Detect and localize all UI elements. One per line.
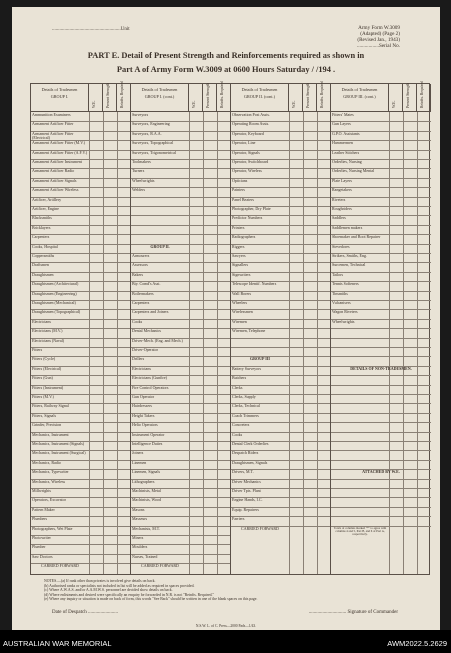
- reinf-header: [417, 81, 431, 111]
- row-label: Despatch Riders: [232, 451, 259, 456]
- row-label: Linemen, Signals: [132, 470, 160, 475]
- row-label: Intelligence Duties: [132, 442, 163, 446]
- row-label: Machinists, Wood: [132, 498, 161, 503]
- row-label: Draughtsmen: [32, 272, 54, 277]
- form-page: [12, 7, 440, 630]
- reinf-header: [217, 81, 231, 111]
- row-label: [332, 357, 388, 365]
- row-label: Armament Artificer Radio: [32, 169, 75, 174]
- row-label: Surveyors: [132, 113, 149, 117]
- row-label: Instrument Operator: [132, 432, 165, 437]
- row-label: Clerks, Supply: [232, 395, 256, 399]
- row-label: Clerks: [232, 385, 243, 390]
- row-label: Surveyors, Engineering: [132, 122, 170, 127]
- row-label: Armament Artificer Wireless: [32, 188, 79, 193]
- group-column: [31, 81, 131, 574]
- row-label: [332, 423, 388, 431]
- row-label: Armament Artificer Instrument: [32, 160, 82, 164]
- row-label: Surcemen, Technical: [332, 263, 366, 268]
- group-header: [131, 81, 230, 112]
- group-header: [31, 81, 130, 112]
- footer-accession: AWM2022.5.2629: [387, 639, 447, 648]
- group-title: GROUP I. (cont.): [144, 94, 175, 99]
- row-label: Mechanics, Wireless: [32, 479, 66, 484]
- present-header: [403, 84, 417, 111]
- row-label: [332, 339, 388, 347]
- row-label: Wiremen, Telephone: [232, 329, 266, 334]
- row-label: [132, 235, 188, 243]
- row-label: Plumbers: [32, 517, 48, 522]
- row-label: Joiners: [132, 451, 144, 456]
- we-header: [89, 84, 103, 111]
- row-label: Millwrights: [32, 489, 51, 493]
- row-label: GROUP III: [250, 357, 270, 362]
- row-label: Saddlemen makers: [332, 225, 363, 230]
- row-label: Bricklayers: [32, 225, 51, 230]
- row-label: Driver-Operator: [132, 348, 158, 352]
- row-label: Surveyors, Trigonometrical: [132, 150, 176, 155]
- row-label: Drillers: [132, 357, 145, 362]
- carried-forward-row: [31, 563, 130, 577]
- row-label: [332, 461, 388, 469]
- row-label: Operator, Line: [232, 141, 256, 146]
- details-label: Details of Tradesmen: [241, 87, 278, 92]
- row-label: [132, 198, 188, 206]
- row-label: Strikers, Smiths, Eng.: [332, 254, 368, 258]
- carried-forward-row: [331, 526, 431, 540]
- row-label: Operating Room Assts.: [232, 122, 270, 127]
- carried-forward-label: CARRIED FORWARD: [141, 564, 179, 569]
- reinf-label: Reinfts. Required: [320, 81, 324, 108]
- row-label: Cooks: [232, 432, 243, 437]
- row-label: Surveyors, R.A.A.: [132, 131, 162, 136]
- signature-of-commander: .............................. Signature of Commander: [308, 610, 398, 615]
- row-label: [332, 329, 388, 337]
- row-label: Rangetakers: [332, 188, 352, 193]
- unit-label: Unit: [120, 27, 130, 32]
- row-label: Wirelessmen: [232, 310, 253, 315]
- row-label: Fitters (M.V.): [32, 395, 54, 399]
- row-label: Fitters, Railway Signal: [32, 404, 69, 409]
- row-label: Electricians: [32, 319, 51, 324]
- we-header: [389, 84, 403, 111]
- row-label: Mechanics, Instrument: [32, 432, 69, 437]
- notes-block: [44, 579, 424, 602]
- row-label: Armament Artificer Fitter (A.F.V.): [32, 150, 88, 155]
- row-label: Driver-Mech. (Eng. and Mech.): [132, 338, 183, 343]
- row-label: Draughtsmen (Engineering): [32, 291, 77, 296]
- we-header: [289, 84, 303, 111]
- row-label: [332, 395, 388, 403]
- details-header: [131, 84, 189, 111]
- row-label: G.P.O. Assistants: [332, 131, 360, 136]
- strength-table: [30, 83, 430, 575]
- row-label: Grinder, Precision: [32, 423, 62, 428]
- row-label: Operators, Excavator: [32, 498, 66, 503]
- row-label: Machinists, Metal: [132, 489, 161, 493]
- row-label: ATTACHED BY W.E.: [362, 470, 400, 475]
- row-label: Opticians: [232, 178, 248, 183]
- note-line: (b) Authorised ranks or specialists not included in list will be added as required in spaces provided.: [44, 583, 195, 588]
- row-label: Concreters: [232, 423, 250, 428]
- present-label: Present Strength: [106, 83, 110, 108]
- group-rows: [231, 112, 330, 574]
- row-label: Linemen: [132, 460, 147, 465]
- row-label: Driver Mechanics: [232, 479, 261, 484]
- row-label: Bty. Comd's Asst.: [132, 282, 161, 287]
- row-label: Draughtsmen (Topographical): [32, 310, 81, 315]
- row-label: Fitters, Signals: [32, 413, 57, 418]
- row-label: Armament Artificer Signals: [32, 178, 77, 183]
- row-label: Orderlies, Nursing: [332, 160, 362, 164]
- row-label: Vulcanisers: [332, 301, 351, 305]
- printer-imprint: N.S.W. L. of C. Press—2000 Pads—1/43.: [195, 624, 257, 628]
- row-label: Armament Artificer Fitter: [32, 122, 74, 127]
- row-label: [332, 433, 388, 441]
- row-label: Saddlers: [332, 216, 346, 221]
- group-column: [131, 81, 231, 574]
- row-label: [332, 489, 388, 497]
- row-label: Coppersmiths: [32, 254, 55, 258]
- row-label: Hammermen: [332, 141, 353, 146]
- row-label: Surveyors, Topographical: [132, 141, 174, 146]
- row-label: Dental Mechanics: [132, 329, 161, 334]
- reinf-header: [117, 81, 131, 111]
- row-label: Blacksmiths: [32, 216, 52, 221]
- group-column: [231, 81, 331, 574]
- row-label: Fitters (Electrical): [32, 366, 62, 371]
- row-label: Leather Stitchers: [332, 150, 360, 155]
- row-label: Draughtsmen (Architectural): [32, 282, 79, 287]
- row-label: Operator, Switchboard: [232, 160, 269, 164]
- row-label: Wheelwrights: [132, 178, 155, 183]
- row-label: [132, 226, 188, 234]
- row-label: Artificer, Artillery: [32, 197, 62, 202]
- note-line: (c) Where A.W.A.S. and/or A.A.M.W.S. personnel are decided show details on back.: [44, 588, 173, 593]
- army-form-info: [357, 25, 400, 49]
- row-label: Butchers: [232, 376, 247, 381]
- row-label: Predictor Numbers: [232, 216, 263, 221]
- row-label: [332, 376, 388, 384]
- form-title-line2: Part A of Army Form W.3009 at 0600 Hours Saturday / /194 .: [116, 65, 336, 74]
- details-label: Details of Tradesmen: [141, 87, 178, 92]
- row-label: Roughriders: [332, 207, 352, 211]
- row-label: [332, 451, 388, 459]
- row-label: Carpenters: [132, 301, 150, 305]
- row-label: Armament Artificer Fitter (M.V.): [32, 141, 85, 146]
- date-of-despatch: Date of Despatch ........................: [52, 610, 118, 615]
- row-label: Tinsmiths: [332, 291, 348, 296]
- row-label: DETAILS OF NON-TRADESMEN.: [350, 366, 412, 371]
- row-label: Wall Borers: [232, 291, 252, 296]
- form-title-line1: PART E. Detail of Present Strength and Reinforcements required as shown in: [87, 51, 365, 60]
- row-label: Tennis Softeners: [332, 282, 359, 287]
- row-label: Sawyers: [232, 254, 246, 258]
- row-label: Signallers: [232, 263, 248, 268]
- row-label: Mechanics, Instrument (Surgical): [32, 451, 86, 456]
- row-label: Fitters (Cycle): [32, 357, 56, 362]
- row-label: Lithographers: [132, 479, 155, 484]
- reinf-label: Reinfts. Required: [120, 81, 124, 108]
- details-label: Details of Tradesmen: [41, 87, 78, 92]
- row-label: Pattern Maker: [32, 507, 55, 512]
- row-label: Stevedores: [332, 244, 350, 249]
- row-label: [232, 348, 288, 356]
- row-label: Mechanics, Radio: [32, 460, 61, 465]
- row-label: Miners: [132, 536, 144, 540]
- carried-forward-row: [131, 563, 230, 577]
- row-label: Clerks, Technical: [232, 404, 260, 409]
- group-title: GROUP I.: [50, 94, 69, 99]
- row-label: Gun Layers: [332, 122, 351, 127]
- row-label: Electricians (Gunfire): [132, 376, 167, 381]
- archive-footer: [0, 630, 451, 653]
- details-label: Details of Tradesmen: [341, 87, 378, 92]
- row-label: Printers: [232, 225, 245, 230]
- row-label: Painters: [232, 188, 245, 193]
- row-label: Shoemaker and Boot Repairer: [332, 235, 381, 240]
- row-label: [132, 207, 188, 215]
- present-header: [303, 84, 317, 111]
- row-label: [132, 216, 188, 224]
- row-label: Riggers: [232, 244, 245, 249]
- row-label: Masons: [132, 507, 145, 512]
- row-label: Welders: [132, 188, 146, 193]
- group-header: [331, 81, 431, 112]
- details-header: [331, 84, 389, 111]
- row-label: Radiographers: [232, 235, 256, 240]
- group-rows: [331, 112, 431, 574]
- row-label: Turners: [132, 169, 145, 174]
- row-label: Observation Post Assts.: [232, 113, 270, 117]
- row-label: Photographer, Dry Plate: [232, 207, 271, 211]
- row-label: Draughtsmen, Signals: [232, 460, 268, 465]
- row-label: Operator, Wireless: [232, 169, 262, 174]
- present-label: Present Strength: [206, 83, 210, 108]
- row-label: Fitters: [32, 348, 43, 352]
- row-label: Bakers: [132, 272, 144, 277]
- row-label: [332, 348, 388, 356]
- row-label: Helio Operators: [132, 423, 158, 428]
- we-label: W.E.: [292, 100, 296, 108]
- we-header: [189, 84, 203, 111]
- row-label: Electricians (M.V.): [32, 329, 63, 334]
- present-label: Present Strength: [306, 83, 310, 108]
- row-label: Wiremen: [232, 319, 247, 324]
- row-label: Carpenters: [32, 235, 50, 240]
- row-label: Mechanics, Instrument (Signals): [32, 442, 85, 446]
- row-label: Moulders: [132, 545, 148, 550]
- group-rows: [131, 112, 230, 574]
- army-form-number: Army Form W.3009: [358, 25, 400, 31]
- row-label: [332, 404, 388, 412]
- revised-text: (Revised Jan., 1943): [357, 37, 400, 43]
- totals-note: Totals of columns marked "*" to agree with columns 4 and 5, Part B, and 6 of Part A, respectively.: [333, 526, 387, 537]
- row-label: [332, 498, 388, 506]
- row-label: Telescope Identif. Numbers: [232, 282, 277, 287]
- note-line: (d) Where enlistments and desired were specifically an enquiry be forwarded in N.R. is not "Reinfts. Required.": [44, 592, 215, 597]
- row-label: Assessors: [132, 263, 148, 268]
- group-header: [231, 81, 330, 112]
- unit-field: .......................................................Unit: [52, 27, 130, 32]
- row-label: Photowriter: [32, 536, 51, 540]
- present-header: [203, 84, 217, 111]
- row-label: Electricians (Naval): [32, 338, 65, 343]
- row-label: Wheelwrights: [332, 319, 355, 324]
- details-header: [31, 84, 89, 111]
- row-label: GROUP II.: [150, 244, 170, 249]
- row-label: Wheelers: [232, 301, 248, 305]
- row-label: Fitters (Gun): [32, 376, 53, 381]
- carried-forward-row: [231, 526, 330, 540]
- row-label: Coach Trimmers: [232, 413, 259, 418]
- row-label: Draughtsmen (Mechanical): [32, 301, 76, 305]
- row-label: Plate Layers: [332, 178, 352, 183]
- row-label: [332, 508, 388, 516]
- row-label: Engine Hands, I.C.: [232, 498, 263, 503]
- present-header: [103, 84, 117, 111]
- we-label: W.E.: [392, 100, 396, 108]
- row-label: Battery Surveyors: [232, 366, 261, 371]
- adapted-text: (Adapted) (Page 2): [360, 31, 400, 37]
- row-label: [332, 414, 388, 422]
- row-label: Drivers, M.T.: [232, 470, 254, 475]
- row-label: Ammunition Examiners: [32, 113, 71, 117]
- row-label: Artificer, Engine: [32, 207, 59, 211]
- we-label: W.E.: [192, 100, 196, 108]
- row-label: Cooks: [132, 319, 143, 324]
- row-label: Masseurs: [132, 517, 148, 522]
- row-label: Wagon Riveters: [332, 310, 358, 315]
- row-label: Farriers: [232, 517, 245, 522]
- reinf-label: Reinfts. Required: [220, 81, 224, 108]
- row-label: [332, 442, 388, 450]
- we-label: W.E.: [92, 100, 96, 108]
- details-header: [231, 84, 289, 111]
- note-line: NOTES.—(a) If rank other than privates is involved give details on back.: [44, 579, 156, 583]
- group-title: GROUP II. (cont.): [243, 94, 275, 99]
- row-label: [232, 339, 288, 347]
- row-label: Cooks, Hospital: [32, 244, 58, 249]
- row-label: Fitters (Instrument): [32, 385, 64, 390]
- carried-forward-label: CARRIED FORWARD: [241, 526, 279, 531]
- present-label: Present Strength: [406, 83, 410, 108]
- group-title: GROUP III. (cont.): [343, 94, 376, 99]
- row-label: [332, 480, 388, 488]
- row-label: Nurses, Trained: [132, 554, 158, 559]
- row-label: Equip. Repairers: [232, 507, 259, 512]
- row-label: Operator, Keyboard: [232, 131, 264, 136]
- row-label: Armourers: [132, 254, 150, 258]
- row-label: Mechanists, M.T.: [132, 526, 160, 531]
- row-label: Driver Tpts. Plant: [232, 489, 261, 493]
- row-label: Electricians: [132, 366, 151, 371]
- carried-forward-label: CARRIED FORWARD: [41, 564, 79, 569]
- footer-institution: AUSTRALIAN WAR MEMORIAL: [3, 639, 112, 648]
- group-column: [331, 81, 431, 574]
- row-label: Photographers, Wet Plate: [32, 526, 73, 531]
- row-label: Fire Control Operators: [132, 385, 169, 390]
- row-label: Carpenters and Joiners: [132, 310, 169, 315]
- row-label: Panel Beaters: [232, 197, 254, 202]
- row-label: [332, 517, 388, 525]
- row-label: Signwriters: [232, 272, 251, 277]
- row-label: Saw Doctors: [32, 554, 53, 559]
- row-label: Riveters: [332, 197, 346, 202]
- row-label: Height Takers: [132, 413, 155, 418]
- row-label: Orderlies, Nursing Mental: [332, 169, 375, 174]
- serial-field: .................Serial No.: [356, 43, 400, 49]
- row-label: Toolmakers: [132, 160, 151, 164]
- row-label: [332, 386, 388, 394]
- row-label: Tailors: [332, 272, 344, 277]
- row-label: Operator, Signals: [232, 150, 260, 155]
- row-label: Plumber: [32, 545, 46, 550]
- row-label: Draftsmen: [32, 263, 49, 268]
- row-label: Fitters' Mates: [332, 113, 354, 117]
- reinf-header: [317, 81, 331, 111]
- row-label: Gun Operator: [132, 395, 155, 399]
- reinf-label: Reinfts. Required: [420, 81, 424, 108]
- row-label: Mechanics, Typewriter: [32, 470, 69, 475]
- group-rows: [31, 112, 130, 574]
- note-line: (e) Where any inquiry or situation is made on back of form, this words "See Back" should be written in one of the blank spaces on this page.: [44, 597, 258, 602]
- row-label: Dental Clerk Orderlies: [232, 442, 269, 446]
- row-label: Boilermakers: [132, 291, 154, 296]
- row-label: Armament Artificer Fitter (Electrical): [32, 131, 74, 140]
- row-label: Hairdressers: [132, 404, 152, 409]
